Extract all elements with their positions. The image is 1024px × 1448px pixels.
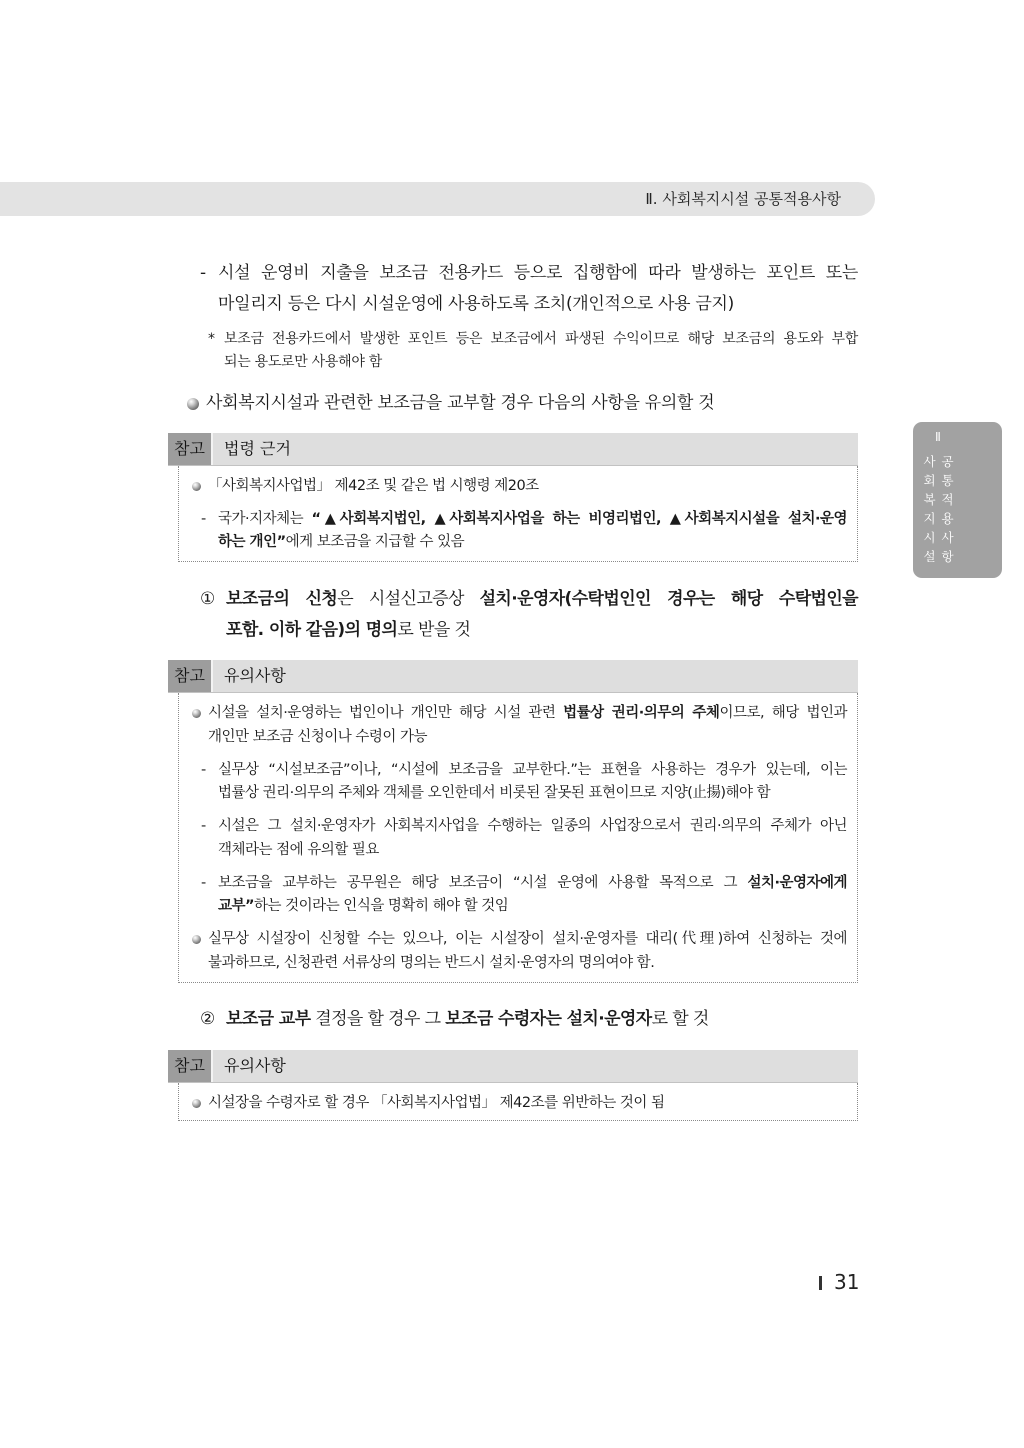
dash-item (201, 815, 847, 862)
bullet-heading-text (206, 388, 858, 419)
circled-number-marker: ② (200, 1009, 215, 1029)
dash-item-text (218, 759, 847, 806)
numbered-item-2 (200, 1004, 858, 1035)
bullet-marker (192, 928, 208, 952)
dash-item-text (218, 815, 847, 862)
text-segment: 보조금을 교부하는 공무원은 해당 보조금이 “시설 운영에 사용할 목적으로 그 (218, 874, 748, 891)
reference-box-notes (168, 1050, 858, 1121)
reference-box-title: 법령 근거 (224, 439, 291, 458)
reference-tag: 참고 (168, 1050, 213, 1082)
bullet-item (192, 1092, 847, 1115)
sphere-bullet-icon (192, 709, 201, 718)
chapter-header-band (0, 182, 875, 216)
text-line (226, 1004, 858, 1035)
text-line (218, 839, 847, 863)
numbered-item-text (226, 584, 858, 646)
bullet-marker (187, 388, 206, 419)
dash-item-text (218, 258, 858, 320)
dash-item-text (218, 872, 847, 919)
text-line (218, 782, 847, 806)
bullet-item-text (208, 475, 847, 498)
chapter-tab-column-right: 공통적용사항 (941, 454, 954, 564)
dash-item (201, 872, 847, 919)
dash-marker: - (201, 874, 206, 891)
bullet-item-text (208, 928, 847, 975)
text-line: 사회복지시설과 관련한 보조금을 교부할 경우 다음의 사항을 유의할 것 (206, 393, 715, 413)
reference-box-title: 유의사항 (224, 1056, 286, 1075)
dash-marker: - (201, 818, 206, 834)
bold-text-segment: 보조금 수령자는 설치·운영자 (445, 1009, 652, 1029)
text-segment: 이므로, 해당 법인과 (719, 705, 847, 721)
text-line (226, 584, 858, 615)
page-number: 31 (834, 1270, 860, 1294)
text-line (208, 928, 847, 952)
reference-tag: 참고 (168, 433, 213, 465)
text-line (218, 895, 847, 919)
page-number-divider (819, 1276, 822, 1290)
reference-box-header (168, 1050, 858, 1083)
text-segment: 법률상 권리·의무의 주체와 객체를 오인한데서 비롯된 잘못된 표현이므로 지양(止揚)해야 함 (218, 785, 771, 801)
text-line (208, 702, 847, 726)
text-segment: 객체라는 점에 유의할 필요 (218, 841, 379, 858)
text-segment: 은 시설신고증상 (337, 589, 480, 609)
text-line: 「사회복지사업법」 제42조 및 같은 법 시행령 제20조 (208, 478, 539, 494)
text-segment: 하는 것이라는 인식을 명확히 해야 할 것임 (254, 898, 509, 914)
reference-tag: 참고 (168, 660, 213, 692)
text-segment: 실무상 “시설보조금”이나, “시설에 보조금을 교부한다.”는 표현을 사용하는 경우가 있는데, 이는 (218, 761, 847, 778)
text-line (218, 759, 847, 783)
reference-box-body (178, 1083, 858, 1121)
bold-text-segment: 하는 개인” (218, 534, 286, 550)
text-line: 시설 운영비 지출을 보조금 전용카드 등으로 집행함에 따라 발생하는 포인트 또는 (218, 263, 858, 283)
text-segment: 개인만 보조금 신청이나 수령이 가능 (208, 728, 428, 745)
bold-text-segment: 법률상 권리·의무의 주체 (563, 705, 720, 721)
bullet-marker (192, 702, 208, 726)
dash-item (201, 759, 847, 806)
reference-box-title: 유의사항 (224, 666, 286, 685)
bullet-marker (192, 1092, 208, 1115)
dash-item (201, 508, 847, 554)
text-segment: 시설을 설치·운영하는 법인이나 개인만 해당 시설 관련 (208, 705, 564, 721)
bold-text-segment: 설치·운영자(수탁법인인 경우는 해당 수탁법인을 (479, 589, 858, 609)
bold-text-segment: 교부” (218, 898, 255, 914)
bold-text-segment: 설치·운영자에게 (747, 874, 847, 891)
numbered-item-text (226, 1004, 858, 1035)
text-line (208, 726, 847, 750)
bullet-heading (168, 388, 858, 419)
footnote-text (224, 328, 858, 374)
dash-marker: - (200, 263, 206, 283)
bold-text-segment: 보조금의 신청 (226, 589, 338, 609)
bold-text-segment: 보조금 교부 (226, 1009, 311, 1029)
text-line: 되는 용도로만 사용해야 함 (224, 354, 382, 370)
text-segment: 국가·지자체는 (218, 511, 312, 527)
dash-marker: - (201, 761, 206, 778)
bullet-item-text (208, 702, 847, 749)
text-segment: 실무상 시설장이 신청할 수는 있으나, 이는 시설장이 설치·운영자를 대리(代理)하여 신청하는 것에 (208, 931, 847, 947)
numbered-item-1 (200, 584, 858, 646)
sphere-bullet-icon (192, 482, 201, 491)
bold-text-segment: 포함. 이하 같음)의 명의 (226, 620, 398, 640)
sphere-bullet-icon (187, 398, 199, 410)
sphere-bullet-icon (192, 935, 201, 944)
circled-number-marker: ① (200, 589, 215, 609)
chapter-side-tab (913, 422, 1002, 578)
chapter-numeral: Ⅱ (935, 430, 941, 444)
text-segment: 불과하므로, 신청관련 서류상의 명의는 반드시 설치·운영자의 명의여야 함. (208, 954, 655, 971)
text-segment: 로 받을 것 (397, 620, 471, 640)
reference-box-body (178, 466, 858, 562)
reference-box-notes (168, 660, 858, 983)
chapter-header-title: Ⅱ. 사회복지시설 공통적용사항 (645, 190, 841, 208)
sphere-bullet-icon (192, 1099, 201, 1108)
reference-box-legal-basis (168, 433, 858, 562)
dash-item-point-usage (200, 258, 858, 320)
bullet-item (192, 702, 847, 749)
text-segment: 에게 보조금을 지급할 수 있음 (285, 534, 465, 550)
text-line (218, 508, 847, 531)
text-line: 마일리지 등은 다시 시설운영에 사용하도록 조치(개인적으로 사용 금지) (218, 294, 734, 314)
bullet-item-text (208, 1092, 847, 1115)
dash-item-text (218, 508, 847, 554)
reference-box-header (168, 433, 858, 466)
asterisk-marker: * (208, 331, 215, 347)
bullet-item (192, 928, 847, 975)
text-line: 시설장을 수령자로 할 경우 「사회복지사업법」 제42조를 위반하는 것이 됨 (208, 1095, 665, 1111)
text-line: 보조금 전용카드에서 발생한 포인트 등은 보조금에서 파생된 수익이므로 해당 보조금의 용도와 부합 (224, 331, 858, 347)
bullet-marker (192, 475, 208, 498)
bullet-item (192, 475, 847, 498)
text-line (218, 872, 847, 896)
text-line (226, 615, 858, 646)
text-segment: 결정을 할 경우 그 (310, 1009, 446, 1029)
page-body (168, 258, 858, 1121)
text-segment: 시설은 그 설치·운영자가 사회복지사업을 수행하는 일종의 사업장으로서 권리·의무의 주체가 아닌 (218, 818, 847, 834)
reference-box-body (178, 693, 858, 983)
dash-marker: - (201, 511, 206, 527)
chapter-tab-column-left: 사회복지시설 (923, 454, 936, 564)
reference-box-header (168, 660, 858, 693)
footnote-item (208, 328, 858, 374)
bold-text-segment: “▲사회복지법인, ▲사회복지사업을 하는 비영리법인, ▲사회복지시설을 설치·운영 (311, 511, 848, 527)
text-line (208, 952, 847, 976)
text-segment: 로 할 것 (651, 1009, 709, 1029)
text-line (218, 815, 847, 839)
text-line (218, 531, 847, 554)
